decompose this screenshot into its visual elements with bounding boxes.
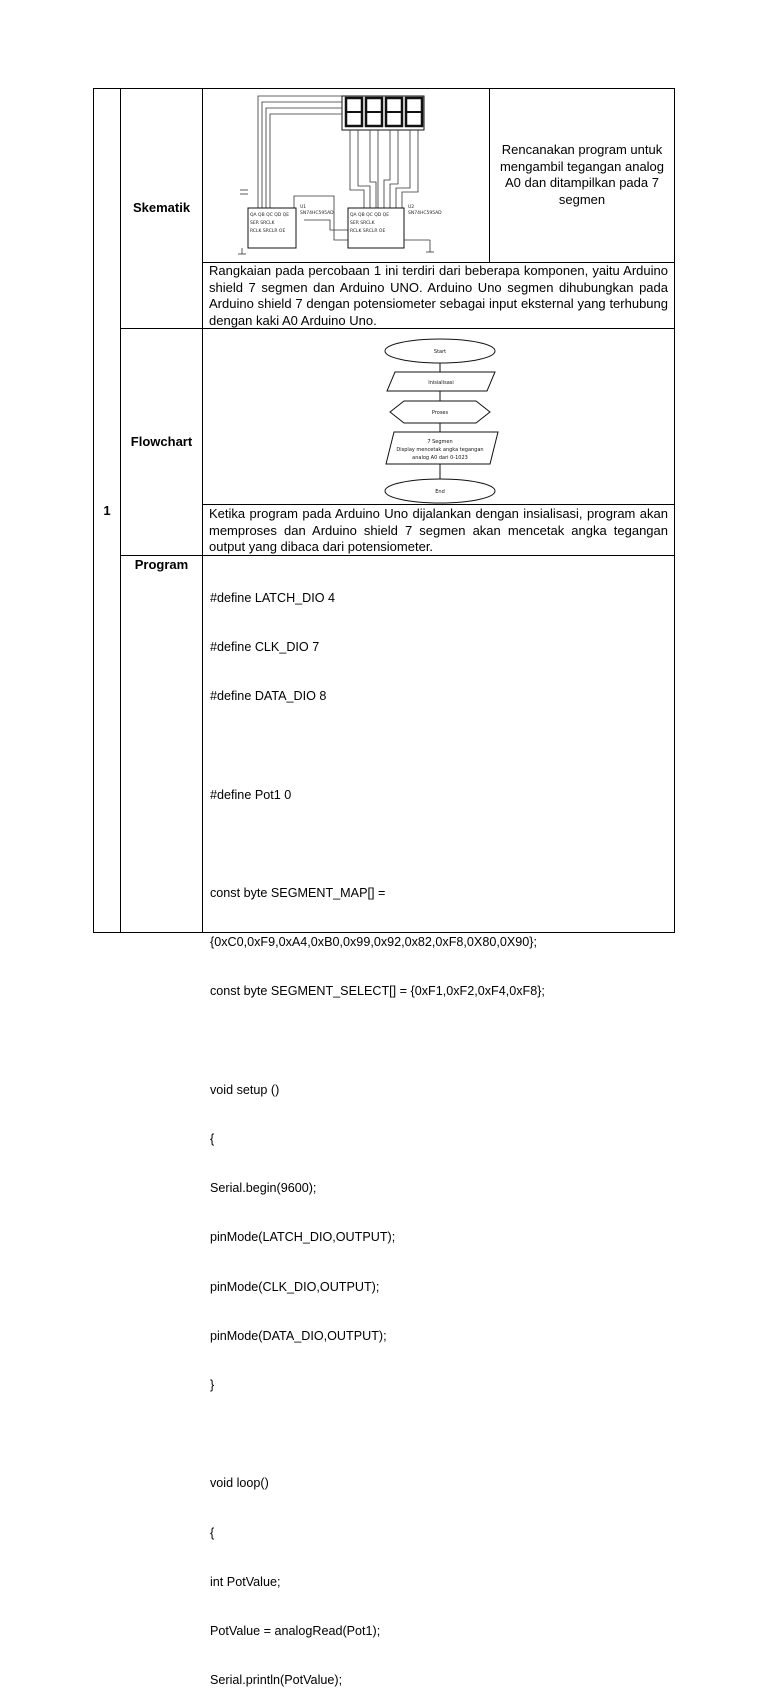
svg-text:RCLK SRCLR OE: RCLK SRCLR OE (350, 229, 386, 234)
table-top-border (93, 88, 675, 89)
code-line (210, 1033, 670, 1049)
code-line: { (210, 1525, 215, 1540)
chip1-label: U1 (300, 205, 307, 210)
program-label: Program (134, 557, 189, 572)
init-text: Inisialisasi (428, 380, 454, 386)
start-text: Start (433, 349, 447, 355)
code-line: PotValue = analogRead(Pot1); (210, 1624, 381, 1639)
code-line: #define DATA_DIO 8 (210, 689, 327, 704)
svg-text:SER SRCLK: SER SRCLK (350, 221, 375, 226)
code-line: #define LATCH_DIO 4 (210, 590, 336, 605)
display-text-3: analog A0 dari 0-1023 (412, 455, 468, 461)
code-line: Serial.begin(9600); (210, 1181, 317, 1196)
svg-text:QA QB QC QD QE: QA QB QC QD QE (350, 213, 390, 218)
code-line: int PotValue; (210, 1574, 281, 1589)
code-line: Serial.println(PotValue); (210, 1673, 343, 1688)
code-line (210, 737, 670, 753)
col-divider-2 (202, 88, 203, 933)
code-line: { (210, 1132, 215, 1147)
code-line: pinMode(CLK_DIO,OUTPUT); (210, 1279, 380, 1294)
code-line: #define Pot1 0 (210, 787, 292, 802)
program-code (210, 557, 670, 1705)
code-line (210, 1426, 670, 1442)
code-line: void loop() (210, 1476, 269, 1491)
code-line (210, 836, 670, 852)
svg-text:RCLK SRCLR OE: RCLK SRCLR OE (250, 229, 286, 234)
code-line: } (210, 1378, 215, 1393)
schematic-image (234, 90, 456, 260)
code-line: pinMode(DATA_DIO,OUTPUT); (210, 1328, 387, 1343)
seven-segment-display (342, 96, 424, 130)
code-line: #define CLK_DIO 7 (210, 640, 320, 655)
code-line: pinMode(LATCH_DIO,OUTPUT); (210, 1230, 396, 1245)
svg-text:SER SRCLK: SER SRCLK (250, 221, 275, 226)
code-line: void setup () (210, 1082, 280, 1097)
flowchart-inner-divider (202, 504, 674, 505)
code-line: const byte SEGMENT_SELECT[] = {0xF1,0xF2,0xF4,0xF8}; (210, 984, 545, 999)
code-line: const byte SEGMENT_MAP[] = (210, 886, 386, 901)
schematic-task-divider (489, 88, 490, 262)
skematik-task: Rencanakan program untuk mengambil tegangan analog A0 dan ditampilkan pada 7 segmen (499, 142, 665, 207)
flowchart-description: Ketika program pada Arduino Uno dijalankan dengan insialisasi, program akan memproses dan Arduino shield 7 segmen akan mencetak angka tegangan output yang dibaca dari potensiometer. (209, 506, 668, 554)
flowchart-label: Flowchart (130, 434, 193, 449)
chip2-label: U2 (408, 205, 415, 210)
row-number: 1 (103, 503, 111, 518)
display-text-2: Display mencetak angka tegangan (396, 447, 484, 453)
table-right-border (674, 88, 675, 933)
svg-text:QA QB QC QD QE: QA QB QC QD QE (250, 213, 290, 218)
process-text: Proses (431, 410, 449, 416)
flowchart-diagram (350, 334, 530, 504)
chip2-part: SN74HC595AD (408, 211, 442, 216)
code-line: {0xC0,0xF9,0xA4,0xB0,0x99,0x92,0x82,0xF8,0X80,0X90}; (210, 935, 537, 950)
chip1-part: SN74HC595AD (300, 211, 334, 216)
end-text: End (435, 489, 445, 495)
display-text-1: 7 Segmen (427, 439, 453, 445)
skematik-description: Rangkaian pada percobaan 1 ini terdiri dari beberapa komponen, yaitu Arduino shield 7 segmen dan Arduino UNO. Arduino Uno segmen dihubungkan pada Arduino shield 7 dengan potensiometer sebagai input eksternal yang terhubung dengan kaki A0 Arduino Uno. (209, 263, 668, 328)
skematik-label: Skematik (132, 200, 191, 215)
